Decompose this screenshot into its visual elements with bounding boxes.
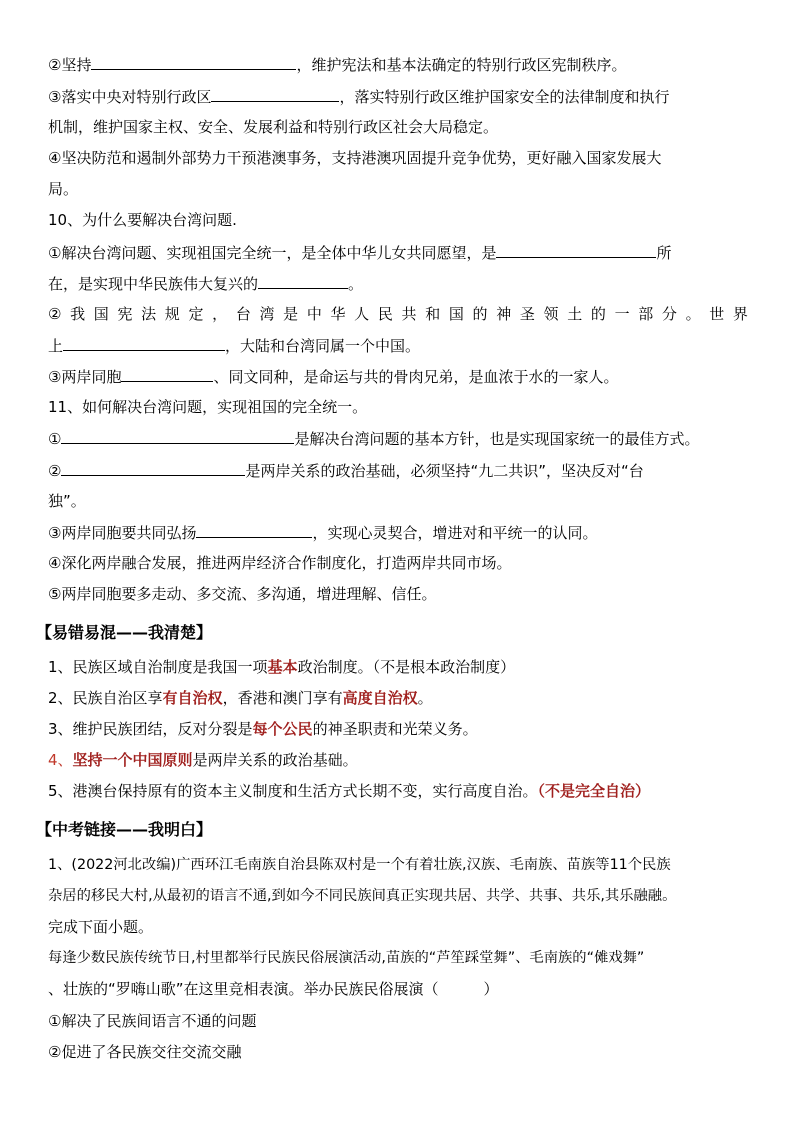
text-line: 独”。	[48, 492, 86, 510]
text: 1、民族区域自治制度是我国一项	[48, 658, 268, 676]
text-line	[48, 719, 748, 739]
text: ②坚持	[48, 56, 92, 74]
text-line-justified: ② 我 国 宪 法 规 定 ， 台 湾 是 中 华 人 民 共 和 国 的 神 圣 领 土 的 一 部 分 。 世 界	[48, 305, 748, 323]
text: ②	[48, 462, 62, 480]
highlight: 坚持一个中国原则	[72, 751, 193, 769]
fill-blank[interactable]	[196, 522, 312, 538]
text-line: 局。	[48, 180, 79, 198]
text: ，落实特别行政区维护国家安全的法律制度和执行	[339, 88, 670, 106]
text: 2、民族自治区享	[48, 689, 163, 707]
highlight: 高度自治权	[342, 689, 418, 707]
text: 政治制度。（不是根本政治制度）	[297, 658, 516, 676]
text: 。	[348, 275, 364, 293]
text: 是两岸关系的政治基础。	[192, 751, 358, 769]
text-line: ⑤两岸同胞要多走动、多交流、多沟通，增进理解、信任。	[48, 585, 437, 603]
text-line	[48, 750, 748, 770]
text-line: 机制，维护国家主权、安全、发展利益和特别行政区社会大局稳定。	[48, 118, 499, 136]
question-heading: 11、如何解决台湾问题，实现祖国的完全统一。	[48, 398, 368, 416]
question-heading: 10、为什么要解决台湾问题.	[48, 211, 237, 229]
fill-blank[interactable]	[496, 242, 656, 258]
text: 。	[417, 689, 433, 707]
text: 5、港澳台保持原有的资本主义制度和生活方式长期不变，实行高度自治。	[48, 782, 538, 800]
highlight: 有自治权	[162, 689, 223, 707]
highlight: 基本	[267, 658, 298, 676]
text: 是两岸关系的政治基础，必须坚持“九二共识”，坚决反对“台	[245, 462, 644, 480]
text-line	[48, 335, 748, 356]
text-line: 杂居的移民大村,从最初的语言不通,到如今不同民族间真正实现共居、共学、共事、共乐,其乐融融。	[48, 888, 677, 904]
text: ，香港和澳门享有	[222, 689, 343, 707]
text: ①	[48, 430, 62, 448]
text-line	[48, 86, 748, 107]
text-line	[48, 273, 748, 294]
answer-option: ②促进了各民族交往交流交融	[48, 1043, 242, 1061]
text: 3、维护民族团结，反对分裂是	[48, 720, 253, 738]
fill-blank[interactable]	[258, 273, 348, 289]
text: 的神圣职责和光荣义务。	[312, 720, 478, 738]
fill-blank[interactable]	[121, 366, 213, 382]
fill-blank[interactable]	[61, 428, 294, 444]
text-line: 、壮族的“罗嗨山歌”在这里竞相表演。举办民族民俗展演（ ）	[48, 980, 499, 998]
text: ③落实中央对特别行政区	[48, 88, 212, 106]
fill-blank[interactable]	[61, 460, 245, 476]
fill-blank[interactable]	[63, 335, 225, 351]
text: 在，是实现中华民族伟大复兴的	[48, 275, 259, 293]
section-heading-confusables: 【易错易混——我清楚】	[36, 623, 213, 642]
text-line: 1、(2022河北改编)广西环江毛南族自治县陈双村是一个有着壮族,汉族、毛南族、苗族等11个民族	[48, 857, 671, 873]
text: 是解决台湾问题的基本方针，也是实现国家统一的最佳方式。	[294, 430, 700, 448]
text-line	[48, 657, 748, 677]
text-line: ④坚决防范和遏制外部势力干预港澳事务，支持港澳巩固提升竞争优势，更好融入国家发展大	[48, 149, 662, 167]
item-number: 4、	[48, 751, 73, 769]
highlight: 每个公民	[252, 720, 313, 738]
answer-option: ①解决了民族间语言不通的问题	[48, 1012, 257, 1030]
text: ①解决台湾问题、实现祖国完全统一，是全体中华儿女共同愿望，是	[48, 244, 497, 262]
text-line	[48, 460, 748, 481]
text-line	[48, 781, 748, 801]
section-heading-exam-link: 【中考链接——我明白】	[36, 820, 213, 839]
text-line	[48, 688, 748, 708]
text: 、同文同种，是命运与共的骨肉兄弟，是血浓于水的一家人。	[213, 368, 619, 386]
text: ③两岸同胞要共同弘扬	[48, 524, 197, 542]
text-line	[48, 366, 748, 387]
text: ③两岸同胞	[48, 368, 122, 386]
text-line	[48, 522, 748, 543]
text: ，实现心灵契合，增进对和平统一的认同。	[312, 524, 598, 542]
text-line: ④深化两岸融合发展，推进两岸经济合作制度化，打造两岸共同市场。	[48, 554, 512, 572]
text-line	[48, 54, 748, 75]
text-line: 完成下面小题。	[48, 918, 154, 936]
text: 上	[48, 337, 64, 355]
text-line	[48, 428, 748, 449]
fill-blank[interactable]	[211, 86, 339, 102]
text-line: 每逢少数民族传统节日,村里都举行民族民俗展演活动,苗族的“芦笙踩堂舞”、毛南族的“傩戏舞”	[48, 950, 645, 966]
highlight: （不是完全自治）	[537, 782, 651, 800]
text: 所	[656, 244, 672, 262]
fill-blank[interactable]	[91, 54, 296, 70]
text: ，维护宪法和基本法确定的特别行政区宪制秩序。	[296, 56, 627, 74]
text: ，大陆和台湾同属一个中国。	[225, 337, 421, 355]
text-line	[48, 242, 748, 263]
